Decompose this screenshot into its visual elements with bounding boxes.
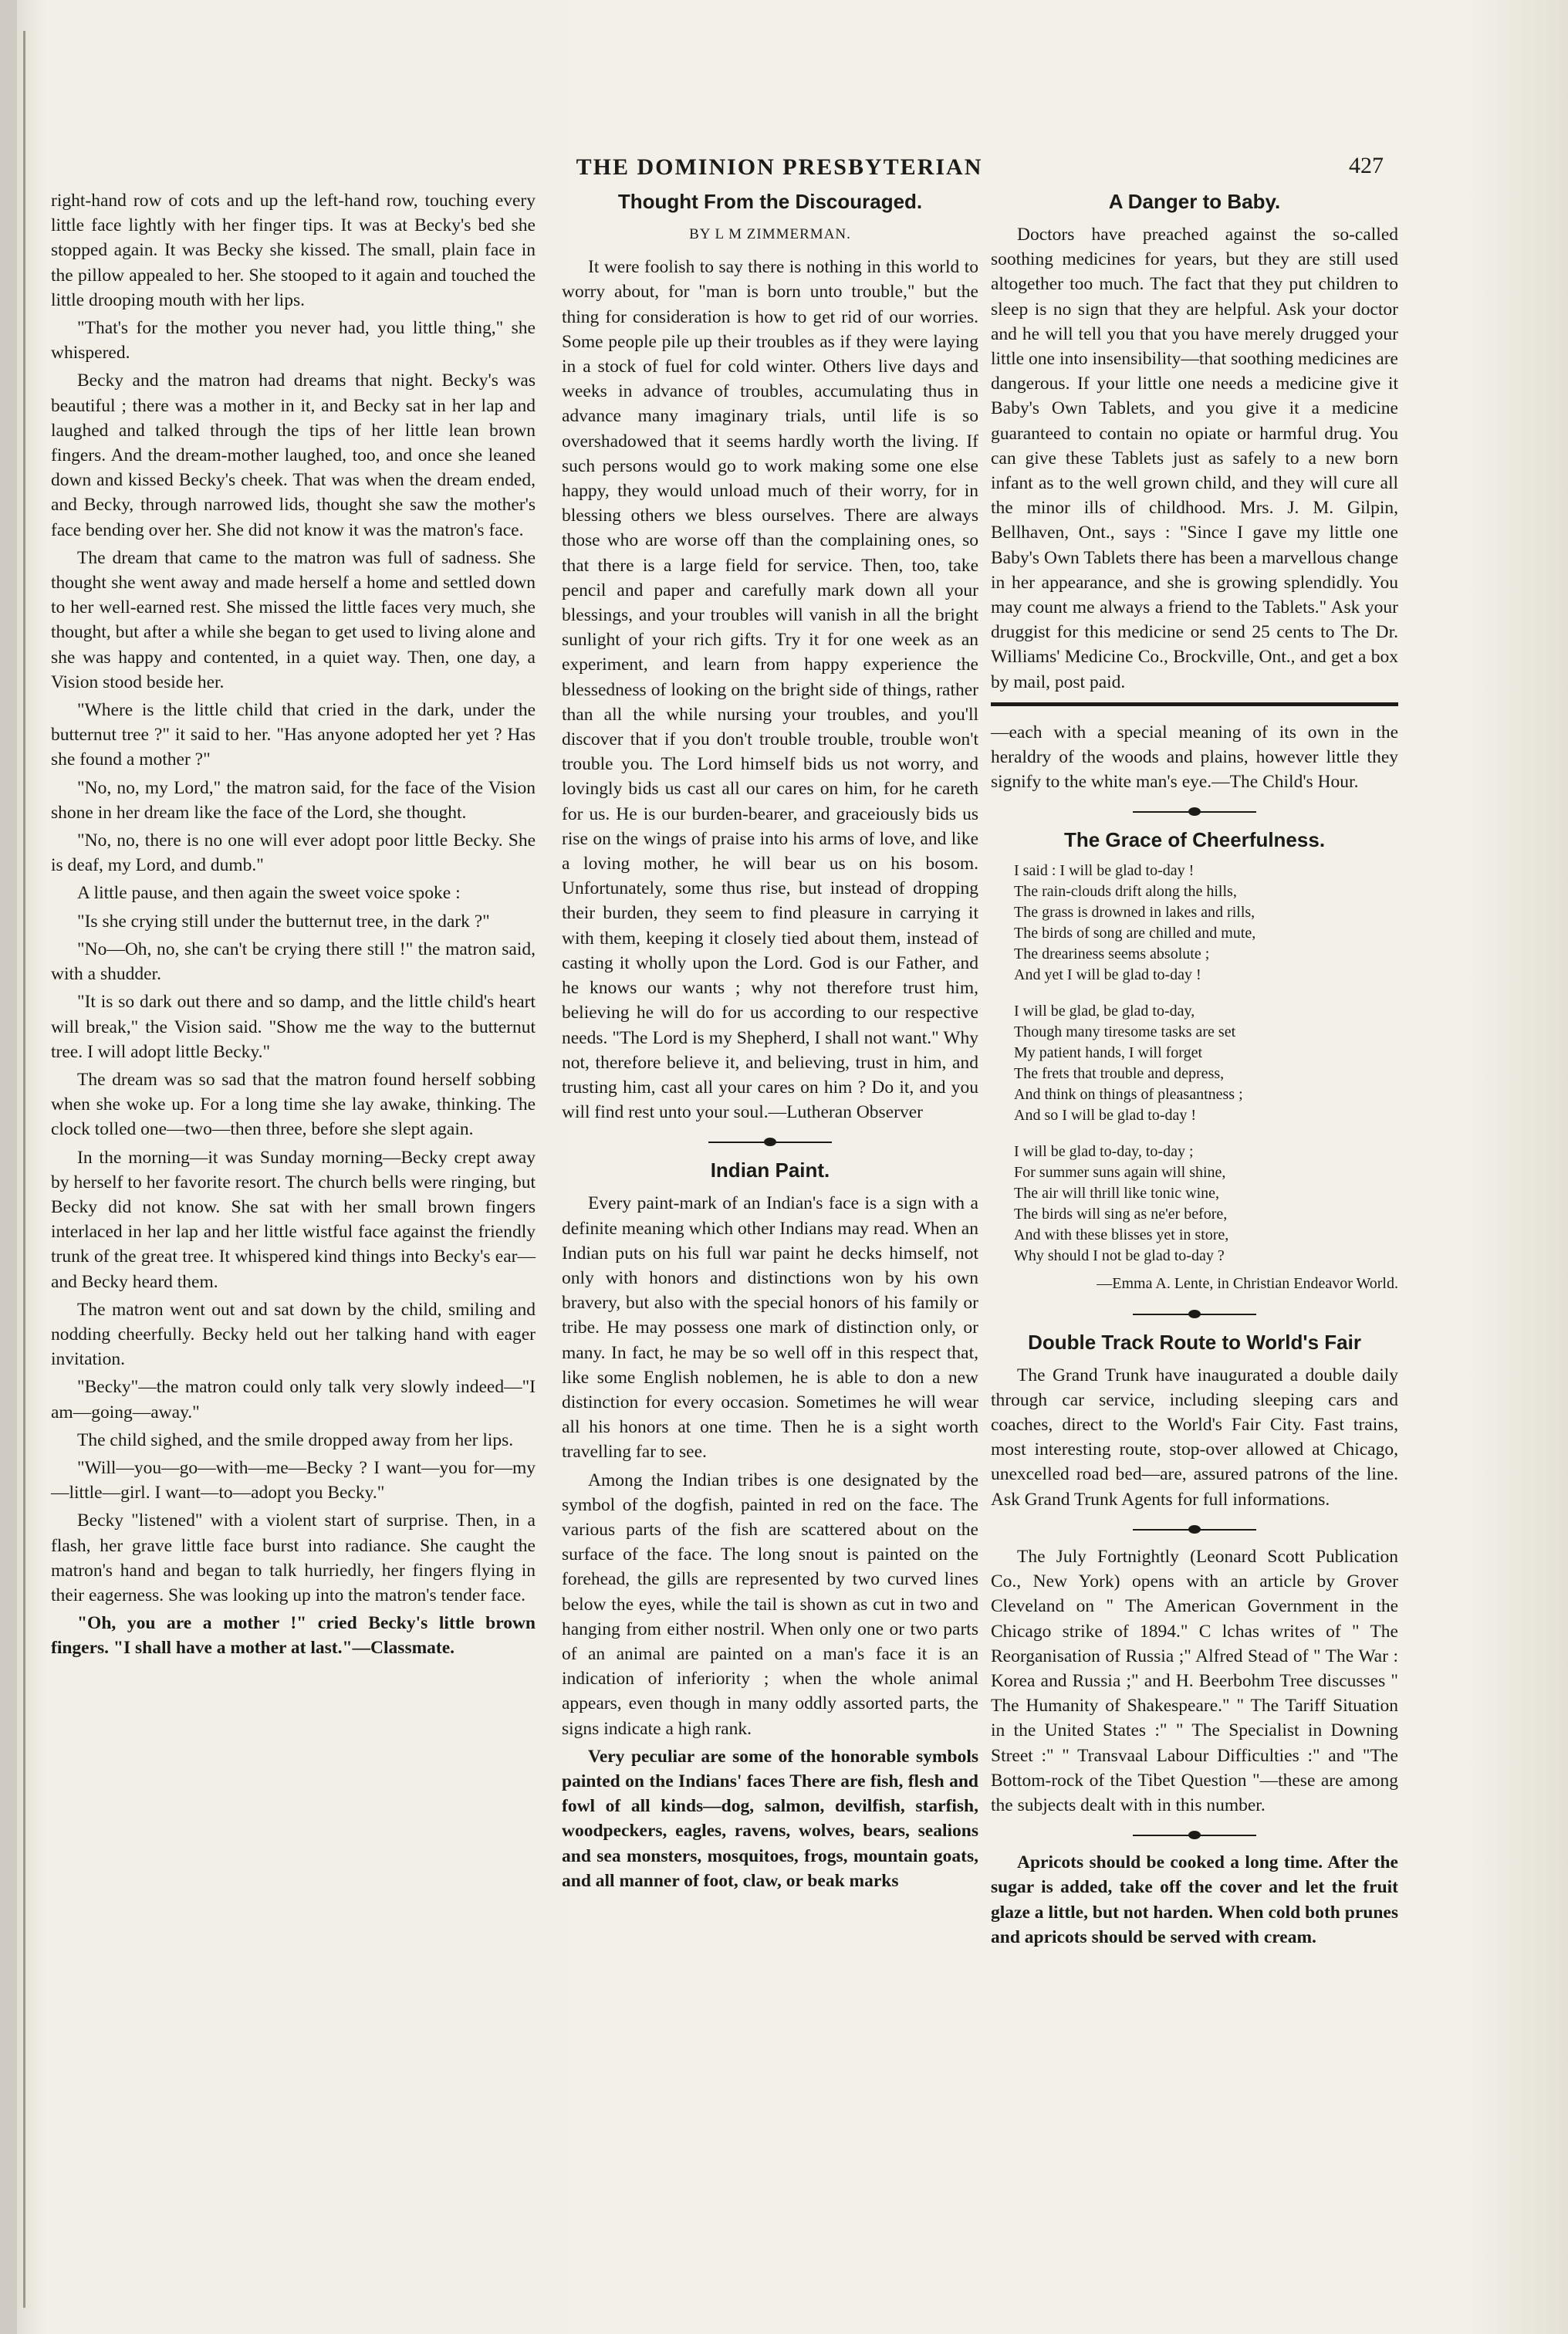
story-paragraph: The dream that came to the matron was full of sadness. She thought she went away and made herself a home and settled down to her well-earned rest. She missed the little faces very much, she thought, but after a while she began to get used to living alone and she was happy and contented, in a quiet way. Then, one day, a Vision stood beside her.	[51, 547, 536, 692]
column-middle	[562, 188, 978, 1896]
poem-stanza	[1014, 861, 1398, 986]
section-divider	[1133, 1828, 1256, 1842]
story-paragraph: The child sighed, and the smile dropped away from her lips.	[77, 1429, 514, 1450]
poem	[1014, 861, 1398, 1267]
story-paragraph: The matron went out and sat down by the child, smiling and nodding cheerfully. Becky held out her talking hand with eager invitation.	[51, 1299, 536, 1370]
poem-line: I will be glad, be glad to-day,	[1014, 1003, 1195, 1020]
poem-line: I said : I will be glad to-day !	[1014, 862, 1195, 880]
poem-line: The rain-clouds drift along the hills,	[1014, 883, 1237, 901]
poem-line: My patient hands, I will forget	[1014, 1044, 1203, 1062]
article-title: Indian Paint.	[710, 1159, 830, 1182]
binding-edge	[0, 0, 17, 2334]
poem-line: The birds of song are chilled and mute,	[1014, 925, 1256, 942]
article-byline: BY L M ZIMMERMAN.	[689, 226, 851, 242]
continuation-text: —each with a special meaning of its own in the heraldry of the woods and plains, however little they signify to the white man's eye.—The Child's Hour.	[991, 722, 1398, 793]
poem-title: The Grace of Cheerfulness.	[1063, 828, 1326, 852]
article-paragraph: Very peculiar are some of the honorable symbols painted on the Indians' faces There are fish, flesh and fowl of all kinds—dog, salmon, devilfish, starfish, woodpeckers, eagles, ravens, wolves, bears, sealions and sea monsters, mosquitoes, frogs, mountain goats, and all manner of foot, claw, or beak marks	[562, 1746, 978, 1891]
article-title: Thought From the Discouraged.	[617, 190, 923, 213]
poem-line: I will be glad to-day, to-day ;	[1014, 1143, 1194, 1161]
story-paragraph: "Is she crying still under the butternut tree, in the dark ?"	[77, 911, 490, 932]
poem-line: And with these blisses yet in store,	[1014, 1226, 1229, 1244]
story-paragraph: "No, no, there is no one will ever adopt poor little Becky. She is deaf, my Lord, and dumb."	[51, 830, 536, 876]
story-paragraph: The dream was so sad that the matron found herself sobbing when she woke up. For a long time she lay awake, thinking. The clock tolled one—two—then three, before she slept again.	[51, 1069, 536, 1140]
poem-line: The birds will sing as ne'er before,	[1014, 1206, 1228, 1223]
poem-attribution: —Emma A. Lente, in Christian Endeavor World.	[1097, 1275, 1398, 1293]
poem-line: Why should I not be glad to-day ?	[1014, 1247, 1225, 1265]
story-paragraph: "Will—you—go—with—me—Becky ? I want—you for—my—little—girl. I want—to—adopt you Becky."	[51, 1457, 536, 1504]
article-paragraph: Among the Indian tribes is one designated by the symbol of the dogfish, painted in red on the face. The various parts of the fish are scattered about on the surface of the face. The long snout is painted on the forehead, the gills are represented by two curved lines below the eyes, while the tail is shown as cut in two and hanging from either nostril. When only one or two parts of an animal are painted on a man's face it is an indication of inferiority ; when the whole animal appears, even though in many oddly assorted parts, the signs indicate a high rank.	[562, 1470, 978, 1739]
story-paragraph: "Becky"—the matron could only talk very slowly indeed—"I am—going—away."	[51, 1377, 536, 1422]
poem-line: And think on things of pleasantness ;	[1014, 1086, 1243, 1104]
poem-line: For summer suns again will shine,	[1014, 1164, 1226, 1182]
article-body: It were foolish to say there is nothing in this world to worry about, for "man is born unto trouble," but the thing for consideration is how to get rid of our worries. Some people pile up their troubles as if they were laying in a stock of fuel for cold winter. Others live days and weeks in advance of troubles, accumulating thus in advance many imaginary trials, until life is so overshadowed that it seems hardly worth the living. If such persons would go to work making some one else happy, they would unload much of their worry, for in blessing others we bless ourselves. There are always those who are worse off than the complaining ones, so that there is a large field for service. Then, too, take pencil and paper and carefully mark down all your blessings, and your troubles will vanish in all the bright sunlight of your rich gifts. Try it for one week as an experiment, and learn from happy experience the blessedness of looking on the bright side of things, rather than all the while nursing your troubles, and you'll discover that if you don't trouble trouble, trouble won't trouble you. The Lord himself bids us not worry, and lovingly bids us cast all our cares on him, for he careth for us. He is our burden-bearer, and graceiously bids us rise on the wings of praise into his arms of love, and like a loving mother, he will bear us on his bosom. Unfortunately, some thus rise, but instead of dropping their burden, they seem to find pleasure in carrying it with them, keeping it closely tied about them, instead of casting it wholly upon the Lord. God is our Father, and he knows our wants ; why not therefore trust him, believing he will do for us according to our respective needs. "The Lord is my Shepherd, I shall not want." Why not, therefore believe it, and believing, trust in him, and trusting him, cast all your cares on him ? Do it, and you will find rest unto your soul.—Lutheran Observer	[562, 257, 978, 1123]
running-title: THE DOMINION PRESBYTERIAN	[576, 154, 983, 180]
section-divider	[1133, 805, 1256, 819]
recipe-note: Apricots should be cooked a long time. After the sugar is added, take off the cover and let the fruit glaze a little, but not harden. When cold both prunes and apricots should be served with cream.	[991, 1852, 1398, 1947]
poem-line: The dreariness seems absolute ;	[1014, 945, 1210, 963]
poem-line: The air will thrill like tonic wine,	[1014, 1185, 1220, 1203]
article-paragraph: Every paint-mark of an Indian's face is a sign with a definite meaning which other Indians may read. When an Indian puts on his full war paint he decks himself, not only with honors and distinctions won by his own bravery, but also with the special honors of his family or tribe. He may possess one mark of distinction only, or many. In fact, he may be so well off in this respect that, like some English noblemen, he is able to don a new distinction for every occasion. Sometimes he will wear all his honors at one time. Then he is a sight worth travelling far to see.	[562, 1193, 978, 1463]
poem-line: The grass is drowned in lakes and rills,	[1014, 904, 1255, 922]
story-paragraph: Becky and the matron had dreams that night. Becky's was beautiful ; there was a mother in it, and Becky sat in her lap and laughed and talked through the tips of her little lean brown fingers. And the dream-mother laughed, too, and once she leaned down and kissed Becky's cheek. That was when the dream ended, and Becky, through narrowed lids, thought she saw the mother's face bending over her. She did not know it was the matron's face.	[51, 370, 536, 540]
binding-line	[23, 31, 25, 2308]
column-left	[51, 188, 536, 1664]
article-title: Double Track Route to World's Fair	[1028, 1330, 1361, 1354]
story-paragraph: "It is so dark out there and so damp, and the little child's heart will break," the Vision said. "Show me the way to the butternut tree. I will adopt little Becky."	[51, 992, 536, 1062]
column-right	[991, 188, 1398, 1953]
story-paragraph: In the morning—it was Sunday morning—Becky crept away by herself to her favorite resort. The church bells were ringing, but Becky did not know. She sat with her small brown fingers interlaced in her lap and her little wistful face against the friendly trunk of the great tree. It whispered kind things into Becky's ear—and Becky heard them.	[51, 1147, 536, 1292]
story-paragraph: "That's for the mother you never had, you little thing," she whispered.	[51, 318, 536, 364]
column-rule	[991, 702, 1398, 706]
story-paragraph: "Where is the little child that cried in the dark, under the butternut tree ?" it said to her. "Has anyone adopted her yet ? Has she found a mother ?"	[51, 700, 536, 770]
article-title: A Danger to Baby.	[1108, 190, 1281, 213]
story-paragraph: right-hand row of cots and up the left-hand row, touching every little face lightly with her finger tips. It was at Becky's bed she stopped again. It was Becky she kissed. The small, plain face in the pillow appealed to her. She stooped to it again and touched the little drooping mouth with her lips.	[51, 191, 536, 310]
story-paragraph: "Oh, you are a mother !" cried Becky's little brown fingers. "I shall have a mother at last."—Classmate.	[51, 1613, 536, 1659]
poem-line: The frets that trouble and depress,	[1014, 1065, 1225, 1083]
page-number: 427	[1349, 153, 1384, 178]
article-body: The Grand Trunk have inaugurated a double daily through car service, including sleeping cars and coaches, direct to the World's Fair City. Fast trains, most interesting route, stop-over allowed at Chicago, unexcelled road bed—are, assured patrons of the line. Ask Grand Trunk Agents for full informations.	[991, 1365, 1398, 1510]
poem-line: And so I will be glad to-day !	[1014, 1107, 1197, 1125]
story-paragraph: A little pause, and then again the sweet voice spoke :	[77, 883, 461, 904]
review-paragraph: The July Fortnightly (Leonard Scott Publication Co., New York) opens with an article by Grover Cleveland on " The American Government in the Chicago strike of 1894." C lchas writes of " The Reorganisation of Russia ;" Alfred Stead of " The War : Korea and Russia ;" and H. Beerbohm Tree discusses " The Humanity of Shakespeare." " The Tariff Situation in the United States :" " The Specialist in Downing Street :" " Transvaal Labour Difficulties :" and "The Bottom-rock of the Tibet Question "—these are among the subjects dealt with in this number.	[991, 1546, 1398, 1815]
story-paragraph: "No—Oh, no, she can't be crying there still !" the matron said, with a shudder.	[51, 939, 536, 985]
poem-stanza	[1014, 1001, 1398, 1126]
story-paragraph: Becky "listened" with a violent start of surprise. Then, in a flash, her grave little face burst into radiance. She caught the matron's hand and began to talk hurriedly, her fingers flying in their eagerness. She was looking up into the matron's tender face.	[51, 1510, 536, 1605]
poem-stanza	[1014, 1142, 1398, 1267]
article-body: Doctors have preached against the so-called soothing medicines for years, but they are still used altogether too much. The fact that they put children to sleep is no sign that they are helpful. Ask your doctor and he will tell you that you have merely drugged your little one into insensibility—that soothing medicines are dangerous. If your little one needs a medicine give it Baby's Own Tablets, and you give it a medicine guaranteed to contain no opiate or harmful drug. You can give these Tablets just as safely to a new born infant as to the well grown child, and they will cure all the minor ills of childhood. Mrs. J. M. Gilpin, Bellhaven, Ont., says : "Since I gave my little one Baby's Own Tablets there has been a marvellous change in her appearance, and she is growing splendidly. You may count me always a friend to the Tablets." Ask your druggist for this medicine or send 25 cents to The Dr. Williams' Medicine Co., Brockville, Ont., and get a box by mail, post paid.	[991, 225, 1398, 692]
poem-line: Though many tiresome tasks are set	[1014, 1023, 1236, 1041]
poem-line: And yet I will be glad to-day !	[1014, 966, 1201, 984]
section-divider	[708, 1135, 832, 1149]
story-paragraph: "No, no, my Lord," the matron said, for the face of the Vision shone in her dream like the face of the Lord, she thought.	[51, 777, 536, 823]
section-divider	[1133, 1307, 1256, 1321]
section-divider	[1133, 1523, 1256, 1537]
